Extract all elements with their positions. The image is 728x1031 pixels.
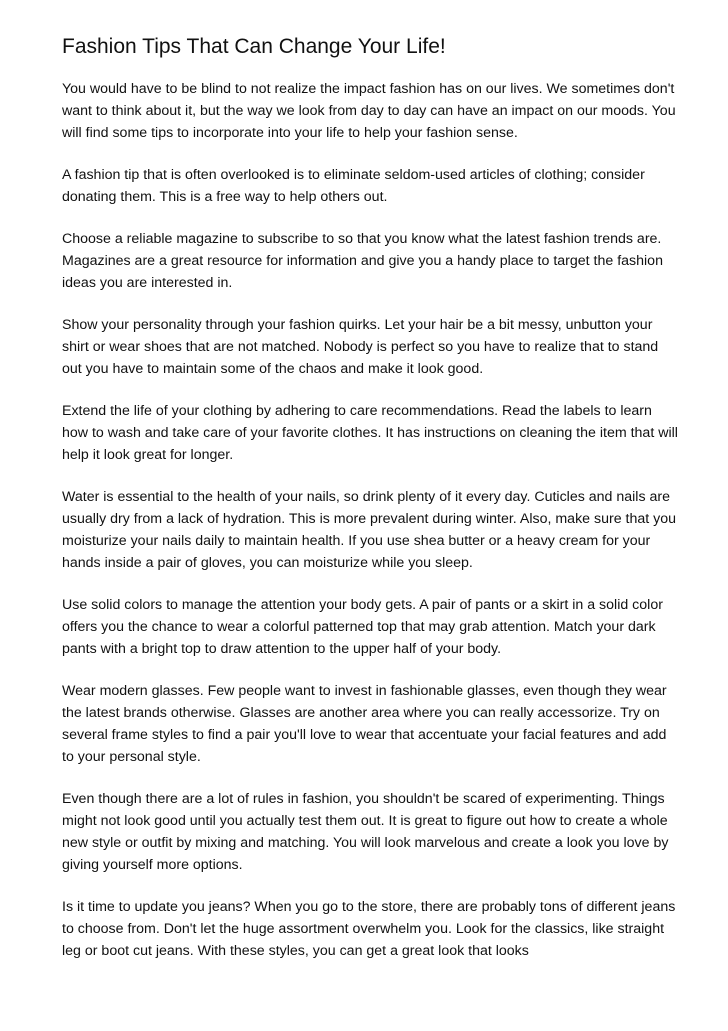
paragraph-5: Extend the life of your clothing by adhering to care recommendations. Read the labels to learn how to wash and take care of your favorite clothes. It has instructions on cleaning the item that will help it look great for longer. [62,403,678,463]
paragraph-3: Choose a reliable magazine to subscribe to so that you know what the latest fashion trends are. Magazines are a great resource for information and give you a handy place to target the fashion ideas you are interested in. [62,231,663,291]
paragraph-10: Is it time to update you jeans? When you go to the store, there are probably tons of different jeans to choose from. Don't let the huge assortment overwhelm you. Look for the classics, like straight leg or boot cut jeans. With these styles, you can get a great look that looks [62,899,676,959]
paragraph-8: Wear modern glasses. Few people want to invest in fashionable glasses, even though they wear the latest brands otherwise. Glasses are another area where you can really accessorize. Try on several frame styles to find a pair you'll love to wear that accentuate your facial features and add to your personal style. [62,683,667,765]
paragraph-6: Water is essential to the health of your nails, so drink plenty of it every day. Cuticles and nails are usually dry from a lack of hydration. This is more prevalent during winter. Also, make sure that you moisturize your nails daily to maintain health. If you use shea butter or a heavy cream for your hands inside a pair of gloves, you can moisturize while you sleep. [62,489,677,571]
document-title: Fashion Tips That Can Change Your Life! [62,35,446,58]
document-page [62,34,680,982]
paragraph-9: Even though there are a lot of rules in fashion, you shouldn't be scared of experimenting. Things might not look good until you actually test them out. It is great to figure out how to create a whole new style or outfit by mixing and matching. You will look marvelous and create a look you love by giving yourself more options. [62,791,669,873]
paragraph-2: A fashion tip that is often overlooked is to eliminate seldom-used articles of clothing; consider donating them. This is a free way to help others out. [62,167,645,205]
paragraph-4: Show your personality through your fashion quirks. Let your hair be a bit messy, unbutton your shirt or wear shoes that are not matched. Nobody is perfect so you have to realize that to stand out you have to maintain some of the chaos and make it look good. [62,317,659,377]
paragraph-1: You would have to be blind to not realize the impact fashion has on our lives. We sometimes don't want to think about it, but the way we look from day to day can have an impact on our moods. You will find some tips to incorporate into your life to help your fashion sense. [62,81,676,141]
paragraph-7: Use solid colors to manage the attention your body gets. A pair of pants or a skirt in a solid color offers you the chance to wear a colorful patterned top that may grab attention. Match your dark pants with a bright top to draw attention to the upper half of your body. [62,597,663,657]
